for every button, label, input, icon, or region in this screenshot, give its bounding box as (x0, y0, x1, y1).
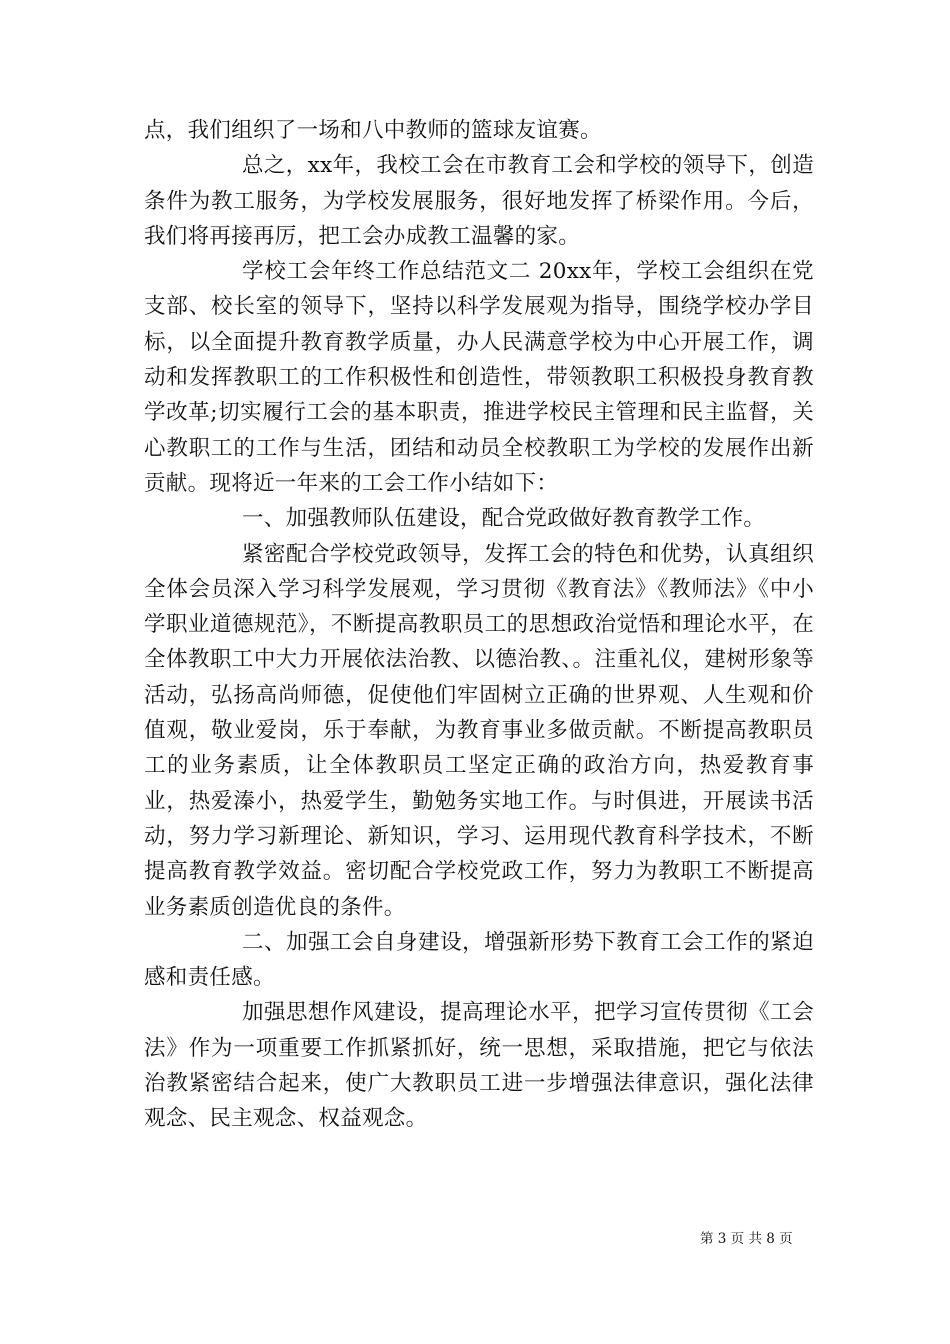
document-body (144, 113, 814, 1137)
paragraph: 加强思想作风建设，提高理论水平，把学习宣传贯彻《工会法》作为一项重要工作抓紧抓好，统一思想，采取措施，把它与依法治教紧密结合起来，使广大教职员工进一步增强法律意识，强化法律观念、民主观念、权益观念。 (144, 1000, 814, 1132)
paragraph: 点，我们组织了一场和八中教师的篮球友谊赛。 (144, 118, 602, 143)
section-heading: 二、加强工会自身建设，增强新形势下教育工会工作的紧迫感和责任感。 (144, 929, 814, 991)
paragraph: 学校工会年终工作总结范文二 20xx年，学校工会组织在党支部、校长室的领导下，坚持以科学发展观为指导，围绕学校办学目标，以全面提升教育教学质量，办人民满意学校为中心开展工作，调动和发挥教职工的工作积极性和创造性，带领教职工积极投身教育教学改革;切实履行工会的基本职责，推进学校民主管理和民主监督，关心教职工的工作与生活，团结和动员全校教职工为学校的发展作出新贡献。现将近一年来的工会工作小结如下： (144, 259, 814, 496)
page-number: 第 3 页 共 8 页 (700, 1231, 793, 1247)
section-heading: 一、加强教师队伍建设，配合党政做好教育教学工作。 (242, 506, 766, 532)
paragraph: 紧密配合学校党政领导，发挥工会的特色和优势，认真组织全体会员深入学习科学发展观，学习贯彻《教育法》《教师法》《中小学职业道德规范》，不断提高教职员工的思想政治觉悟和理论水平，在全体教职工中大力开展依法治教、以德治教、。注重礼仪，建树形象等活动，弘扬高尚师德，促使他们牢固树立正确的世界观、人生观和价值观，敬业爱岗，乐于奉献，为教育事业多做贡献。不断提高教职员工的业务素质，让全体教职员工坚定正确的政治方向，热爱教育事业，热爱溱小，热爱学生，勤勉务实地工作。与时俱进，开展读书活动，努力学习新理论、新知识，学习、运用现代教育科学技术，不断提高教育教学效益。密切配合学校党政工作，努力为教职工不断提高业务素质创造优良的条件。 (144, 541, 814, 920)
paragraph: 总之，xx年，我校工会在市教育工会和学校的领导下，创造条件为教工服务，为学校发展服务，很好地发挥了桥梁作用。今后，我们将再接再厉，把工会办成教工温馨的家。 (144, 153, 814, 249)
